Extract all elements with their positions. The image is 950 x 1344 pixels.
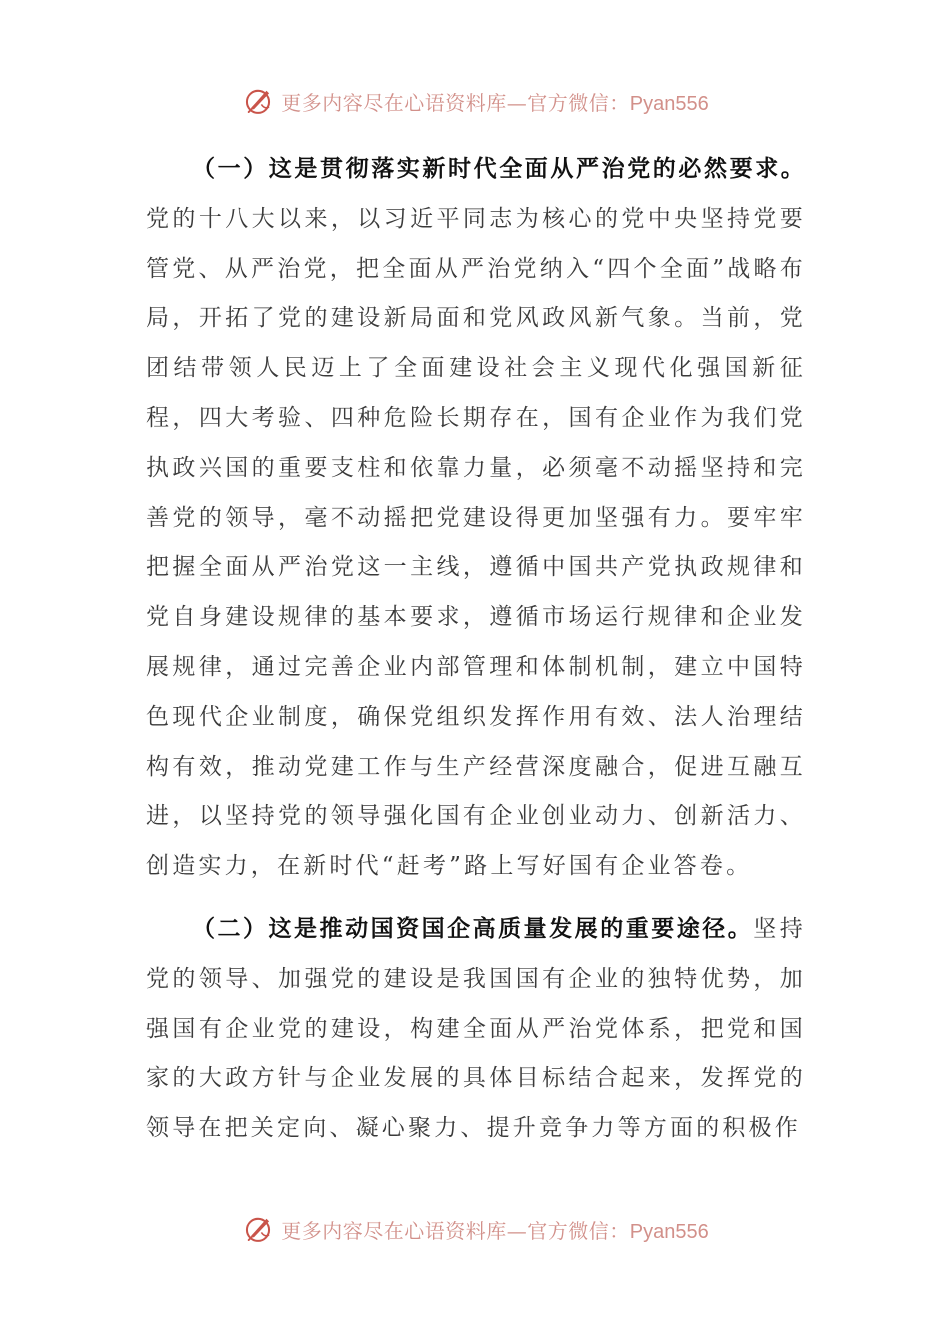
paragraph-2 [146, 905, 806, 1154]
quill-logo-icon [241, 84, 275, 118]
watermark-wechat-id: Pyan556 [629, 92, 709, 115]
paragraph-2-heading: （二）这是推动国资国企高质量发展的重要途径。 [192, 915, 754, 942]
document-body [146, 145, 806, 1154]
paragraph-1-heading: （一）这是贯彻落实新时代全面从严治党的必然要求。 [192, 156, 806, 182]
watermark-label: 更多内容尽在心语资料库—官方微信： [281, 1218, 630, 1243]
watermark-label: 更多内容尽在心语资料库—官方微信： [281, 90, 630, 115]
watermark-text [281, 87, 708, 116]
watermark-wechat-id: Pyan556 [629, 1220, 709, 1243]
paragraph-2-text: 坚持党的领导、加强党的建设是我国国有企业的独特优势，加强国有企业党的建设，构建全面从严治党体系，把党和国家的大政方针与企业发展的具体目标结合起来，发挥党的领导在把关定向、凝心聚力、提升竞争力等方面的积极作 [146, 915, 806, 1142]
paragraph-1-text: 党的十八大以来，以习近平同志为核心的党中央坚持党要管党、从严治党，把全面从严治党纳入“四个全面”战略布局，开拓了党的建设新局面和党风政风新气象。当前，党团结带领人民迈上了全面建设社会主义现代化强国新征程，四大考验、四种危险长期存在，国有企业作为我们党执政兴国的重要支柱和依靠力量，必须毫不动摇坚持和完善党的领导，毫不动摇把党建设得更加坚强有力。要牢牢把握全面从严治党这一主线，遵循中国共产党执政规律和党自身建设规律的基本要求，遵循市场运行规律和企业发展规律，通过完善企业内部管理和体制机制，建立中国特色现代企业制度，确保党组织发挥作用有效、法人治理结构有效，推动党建工作与生产经营深度融合，促进互融互进，以坚持党的领导强化国有企业创业动力、创新活力、创造实力，在新时代“赶考”路上写好国有企业答卷。 [146, 205, 806, 880]
quill-logo-icon [241, 1212, 275, 1246]
watermark-text [281, 1215, 708, 1244]
footer-watermark [0, 1212, 950, 1246]
header-watermark [0, 84, 950, 118]
paragraph-1 [146, 145, 806, 892]
